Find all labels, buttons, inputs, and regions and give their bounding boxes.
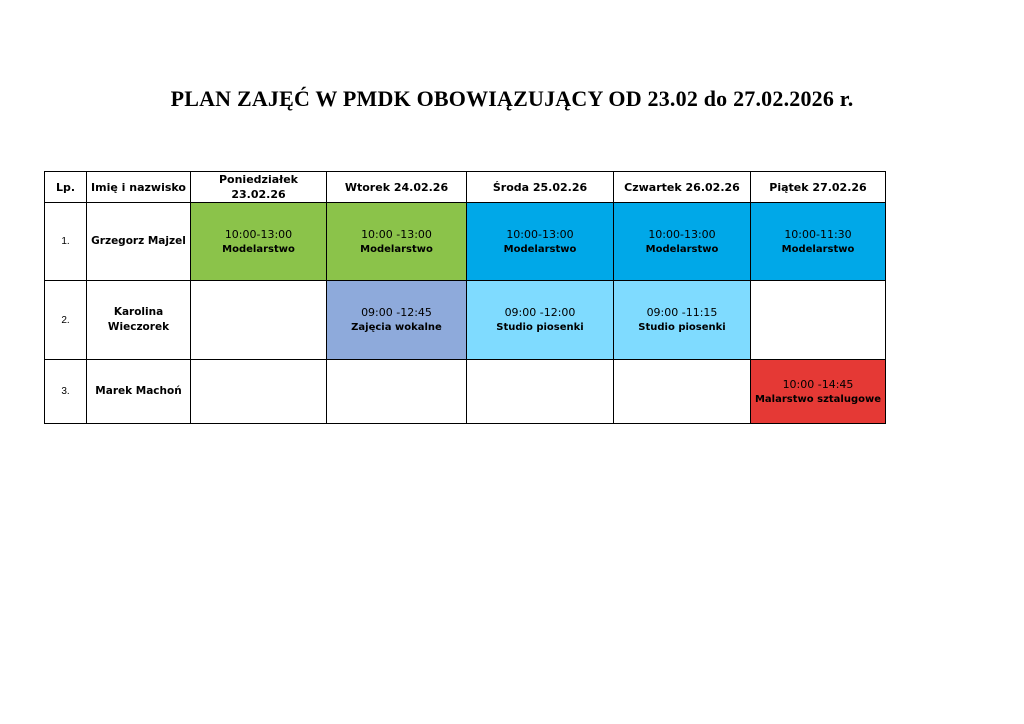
teacher-name: Marek Machoń <box>87 360 191 424</box>
row-number: 1. <box>45 203 87 281</box>
header-wednesday: Środa 25.02.26 <box>467 172 614 203</box>
header-monday: Poniedziałek 23.02.26 <box>191 172 327 203</box>
schedule-table <box>44 171 886 424</box>
class-subject: Modelarstwo <box>222 243 295 255</box>
class-subject: Modelarstwo <box>645 243 719 255</box>
class-subject: Modelarstwo <box>781 243 855 255</box>
header-thursday: Czwartek 26.02.26 <box>614 172 751 203</box>
class-time: 09:00 -12:00 <box>504 306 576 319</box>
empty-cell-monday <box>191 360 327 424</box>
class-time: 09:00 -12:45 <box>361 306 432 319</box>
class-time: 09:00 -11:15 <box>646 306 718 319</box>
class-subject: Zajęcia wokalne <box>351 322 442 333</box>
header-name: Imię i nazwisko <box>87 172 191 203</box>
class-cell-monday <box>191 203 327 281</box>
empty-cell-wednesday <box>467 360 614 424</box>
class-cell-thursday <box>614 281 751 360</box>
table-row <box>45 360 886 424</box>
row-number: 2. <box>45 281 87 360</box>
class-cell-tuesday <box>327 203 467 281</box>
class-subject: Studio piosenki <box>496 322 584 333</box>
header-row <box>45 172 886 203</box>
class-cell-wednesday <box>467 281 614 360</box>
teacher-name: Grzegorz Majzel <box>87 203 191 281</box>
teacher-first-name: Karolina <box>113 306 164 318</box>
empty-cell-monday <box>191 281 327 360</box>
empty-cell-tuesday <box>327 360 467 424</box>
class-time: 10:00 -13:00 <box>361 227 432 241</box>
table-row <box>45 203 886 281</box>
class-cell-friday <box>751 360 886 424</box>
empty-cell-thursday <box>614 360 751 424</box>
class-time: 10:00-13:00 <box>648 227 716 241</box>
class-time: 10:00-11:30 <box>784 227 852 241</box>
class-cell-thursday <box>614 203 751 281</box>
class-time: 10:00-13:00 <box>224 227 293 241</box>
teacher-last-name: Wieczorek <box>107 321 170 333</box>
class-subject: Studio piosenki <box>638 322 726 333</box>
table-row <box>45 281 886 360</box>
class-subject: Malarstwo sztalugowe <box>754 393 882 405</box>
class-cell-friday <box>751 203 886 281</box>
class-subject: Modelarstwo <box>503 243 577 255</box>
header-friday: Piątek 27.02.26 <box>751 172 886 203</box>
empty-cell-friday <box>751 281 886 360</box>
page-title: PLAN ZAJĘĆ W PMDK OBOWIĄZUJĄCY OD 23.02 do 27.02.2026 r. <box>170 86 854 111</box>
class-time: 10:00-13:00 <box>506 227 574 241</box>
class-cell-tuesday <box>327 281 467 360</box>
header-lp: Lp. <box>45 172 87 203</box>
class-subject: Modelarstwo <box>360 243 433 255</box>
header-tuesday: Wtorek 24.02.26 <box>327 172 467 203</box>
class-time: 10:00 -14:45 <box>782 377 854 391</box>
row-number: 3. <box>45 360 87 424</box>
class-cell-wednesday <box>467 203 614 281</box>
teacher-name <box>87 281 191 360</box>
